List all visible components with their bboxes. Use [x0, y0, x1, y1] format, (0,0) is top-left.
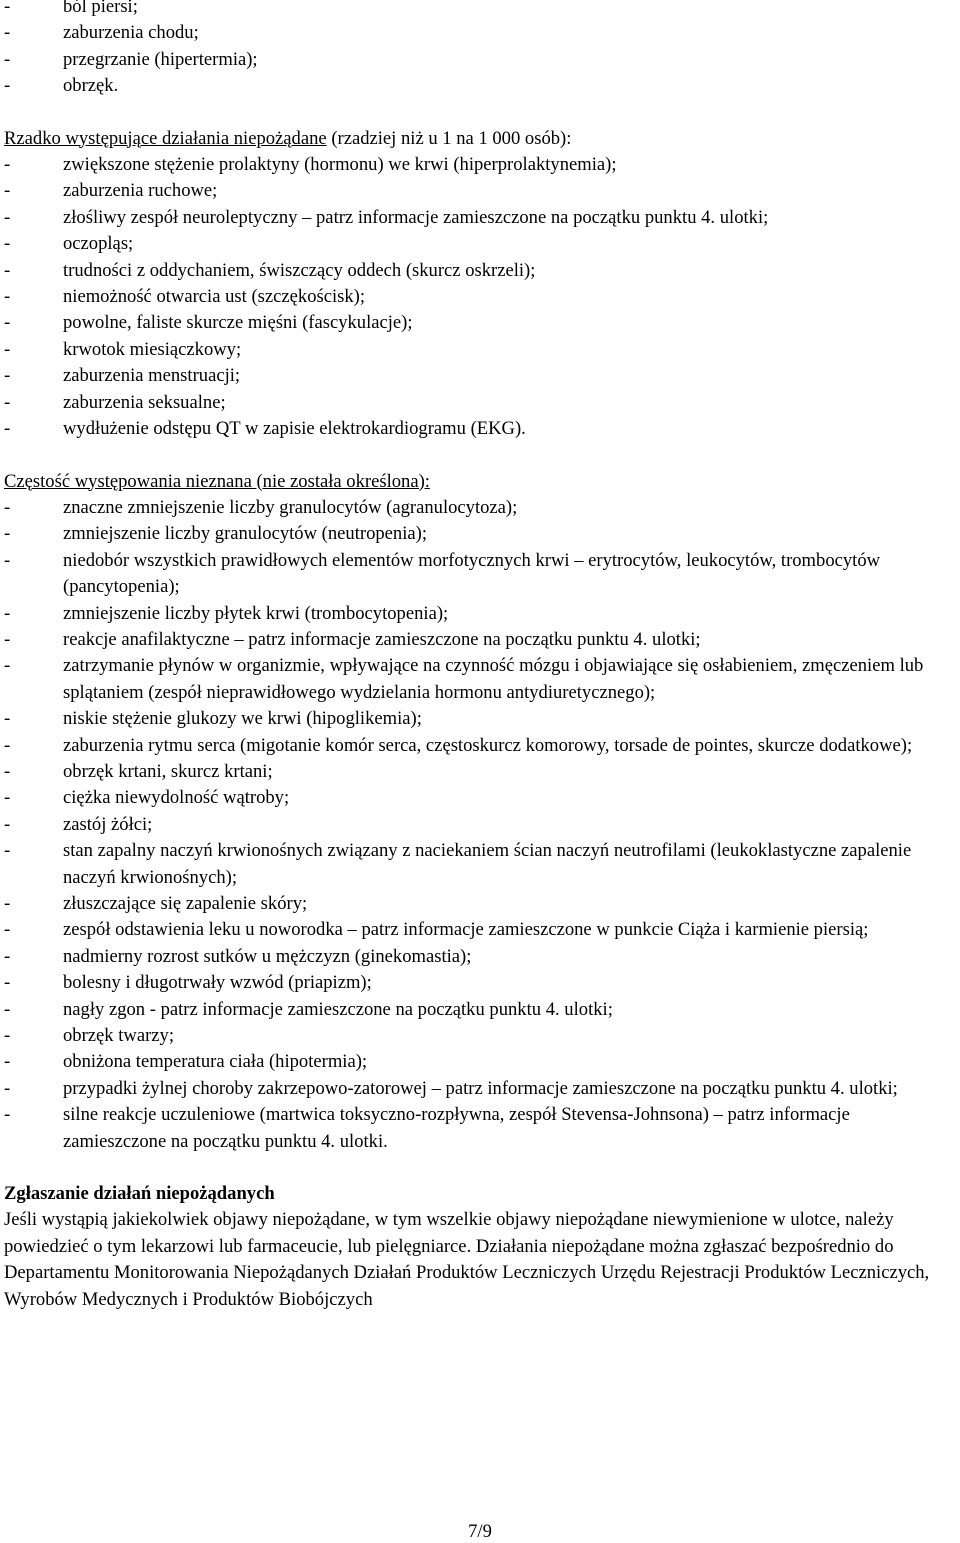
dash-bullet: -	[4, 206, 11, 228]
list-item	[4, 1049, 956, 1075]
list-item	[4, 521, 956, 547]
dash-bullet: -	[4, 338, 11, 360]
dash-bullet: -	[4, 75, 11, 97]
list-item-text: obrzęk krtani, skurcz krtani;	[63, 760, 273, 782]
dash-bullet: -	[4, 391, 11, 413]
dash-bullet: -	[4, 312, 11, 334]
dash-bullet: -	[4, 523, 11, 545]
list-item-text: silne reakcje uczuleniowe (martwica toksyczno-rozpływna, zespół Stevensa-Johnsona) – patrz informacje zamieszczone na początku punktu 4. ulotki.	[63, 1104, 850, 1152]
dash-bullet: -	[4, 840, 11, 862]
dash-bullet: -	[4, 1104, 11, 1126]
list-item	[4, 205, 956, 231]
dash-bullet: -	[4, 655, 11, 677]
dash-bullet: -	[4, 418, 11, 440]
list-item-text: niemożność otwarcia ust (szczękościsk);	[63, 286, 366, 308]
list-item-text: wydłużenie odstępu QT w zapisie elektrokardiogramu (EKG).	[63, 418, 526, 440]
list-item-text: przegrzanie (hipertermia);	[63, 48, 258, 70]
list-item	[4, 653, 956, 706]
list-item-text: zastój żółci;	[63, 813, 153, 835]
list-item	[4, 1023, 956, 1049]
spacer	[4, 100, 956, 126]
dash-bullet: -	[4, 0, 11, 17]
list-item-text: zatrzymanie płynów w organizmie, wpływające na czynność mózgu i objawiające się osłabieniem, zmęczeniem lub splątaniem (zespół nieprawidłowego wydzielania hormonu antydiuretycznego);	[63, 655, 924, 703]
list-item-text: zaburzenia ruchowe;	[63, 180, 218, 202]
list-item	[4, 970, 956, 996]
list-item	[4, 733, 956, 759]
list-item-text: obniżona temperatura ciała (hipotermia);	[63, 1051, 368, 1073]
dash-bullet: -	[4, 549, 11, 571]
dash-bullet: -	[4, 893, 11, 914]
dash-bullet: -	[4, 48, 11, 70]
reporting-heading: Zgłaszanie działań niepożądanych	[4, 1183, 275, 1205]
list-item-text: obrzęk twarzy;	[63, 1025, 174, 1047]
list-item	[4, 337, 956, 363]
list-item-text: zaburzenia menstruacji;	[63, 365, 241, 387]
list-item	[4, 495, 956, 521]
rare-heading-rest: (rzadziej niż u 1 na 1 000 osób):	[326, 127, 572, 149]
list-item	[4, 759, 956, 785]
unknown-frequency-heading	[4, 469, 956, 495]
list-item	[4, 363, 956, 389]
document-page	[4, 0, 956, 1313]
list-item-text: bolesny i długotrwały wzwód (priapizm);	[63, 972, 372, 994]
dash-bullet: -	[4, 945, 11, 967]
dash-bullet: -	[4, 628, 11, 650]
list-item	[4, 601, 956, 627]
list-item-text: krwotok miesiączkowy;	[63, 338, 242, 360]
side-effects-list-continued	[4, 0, 956, 100]
list-item-text: zaburzenia chodu;	[63, 22, 199, 44]
list-item	[4, 1102, 956, 1155]
list-item	[4, 706, 956, 732]
list-item-text: powolne, faliste skurcze mięśni (fascykulacje);	[63, 312, 413, 334]
list-item	[4, 548, 956, 601]
dash-bullet: -	[4, 602, 11, 624]
list-item-text: ból piersi;	[63, 0, 138, 17]
page-number: 7/9	[468, 1521, 492, 1542]
list-item	[4, 390, 956, 416]
list-item-text: zaburzenia rytmu serca (migotanie komór serca, częstoskurcz komorowy, torsade de pointes, skurcze dodatkowe);	[63, 734, 913, 756]
dash-bullet: -	[4, 998, 11, 1020]
unknown-heading-underlined: Częstość występowania nieznana (nie została określona):	[4, 470, 430, 492]
list-item	[4, 178, 956, 204]
dash-bullet: -	[4, 1051, 11, 1073]
rare-side-effects-heading	[4, 126, 956, 152]
list-item-text: zmniejszenie liczby granulocytów (neutropenia);	[63, 523, 427, 545]
dash-bullet: -	[4, 919, 11, 941]
list-item	[4, 416, 956, 442]
list-item	[4, 284, 956, 310]
list-item	[4, 231, 956, 257]
list-item	[4, 785, 956, 811]
list-item-text: zespół odstawienia leku u noworodka – patrz informacje zamieszczone w punkcie Ciąża i karmienie piersią;	[63, 919, 869, 941]
reporting-paragraph: Jeśli wystąpią jakiekolwiek objawy niepożądane, w tym wszelkie objawy niepożądane niewymienione w ulotce, należy powiedzieć o tym lekarzowi lub farmaceucie, lub pielęgniarce. Działania niepożądane można zgłaszać bezpośrednio do Departamentu Monitorowania Niepożądanych Działań Produktów Leczniczych Urzędu Rejestracji Produktów Leczniczych, Wyrobów Medycznych i Produktów Biobójczych	[4, 1209, 930, 1310]
list-item-text: zwiększone stężenie prolaktyny (hormonu) we krwi (hiperprolaktynemia);	[63, 154, 617, 176]
list-item	[4, 47, 956, 73]
list-item-text: nagły zgon - patrz informacje zamieszczone na początku punktu 4. ulotki;	[63, 998, 613, 1020]
unknown-frequency-side-effects-list	[4, 495, 956, 1155]
list-item-text: trudności z oddychaniem, świszczący oddech (skurcz oskrzeli);	[63, 259, 536, 281]
dash-bullet: -	[4, 787, 11, 809]
list-item-text: zaburzenia seksualne;	[63, 391, 226, 413]
dash-bullet: -	[4, 708, 11, 730]
list-item	[4, 20, 956, 46]
list-item	[4, 1076, 956, 1102]
dash-bullet: -	[4, 365, 11, 387]
list-item	[4, 891, 956, 917]
list-item	[4, 310, 956, 336]
list-item-text: niedobór wszystkich prawidłowych elementów morfotycznych krwi – erytrocytów, leukocytów, trombocytów (pancytopenia);	[63, 549, 881, 598]
dash-bullet: -	[4, 22, 11, 44]
spacer	[4, 1155, 956, 1181]
list-item	[4, 258, 956, 284]
dash-bullet: -	[4, 972, 11, 994]
list-item-text: znaczne zmniejszenie liczby granulocytów (agranulocytoza);	[63, 496, 518, 518]
list-item-text: reakcje anafilaktyczne – patrz informacje zamieszczone na początku punktu 4. ulotki;	[63, 628, 701, 650]
list-item	[4, 812, 956, 838]
list-item	[4, 73, 956, 99]
list-item	[4, 0, 956, 20]
spacer	[4, 443, 956, 469]
dash-bullet: -	[4, 154, 11, 176]
dash-bullet: -	[4, 760, 11, 782]
dash-bullet: -	[4, 496, 11, 518]
dash-bullet: -	[4, 813, 11, 835]
list-item-text: oczopląs;	[63, 233, 134, 255]
list-item-text: ciężka niewydolność wątroby;	[63, 787, 290, 809]
dash-bullet: -	[4, 286, 11, 308]
dash-bullet: -	[4, 180, 11, 202]
list-item	[4, 944, 956, 970]
dash-bullet: -	[4, 1025, 11, 1047]
list-item-text: stan zapalny naczyń krwionośnych związany z naciekaniem ścian naczyń neutrofilami (leukoklastyczne zapalenie naczyń krwionośnych);	[63, 840, 912, 888]
list-item	[4, 917, 956, 943]
rare-heading-underlined: Rzadko występujące działania niepożądane	[4, 127, 327, 149]
dash-bullet: -	[4, 233, 11, 255]
list-item-text: złośliwy zespół neuroleptyczny – patrz informacje zamieszczone na początku punktu 4. ulotki;	[63, 206, 769, 228]
list-item	[4, 997, 956, 1023]
rare-side-effects-list	[4, 152, 956, 442]
list-item-text: obrzęk.	[63, 75, 119, 97]
dash-bullet: -	[4, 1077, 11, 1099]
dash-bullet: -	[4, 259, 11, 281]
list-item	[4, 152, 956, 178]
list-item-text: złuszczające się zapalenie skóry;	[63, 893, 308, 914]
list-item-text: nadmierny rozrost sutków u mężczyzn (ginekomastia);	[63, 945, 472, 967]
list-item	[4, 627, 956, 653]
list-item-text: niskie stężenie glukozy we krwi (hipoglikemia);	[63, 708, 422, 730]
list-item	[4, 838, 956, 891]
list-item-text: zmniejszenie liczby płytek krwi (trombocytopenia);	[63, 602, 449, 624]
list-item-text: przypadki żylnej choroby zakrzepowo-zatorowej – patrz informacje zamieszczone na początku punktu 4. ulotki;	[63, 1077, 898, 1099]
dash-bullet: -	[4, 734, 11, 756]
